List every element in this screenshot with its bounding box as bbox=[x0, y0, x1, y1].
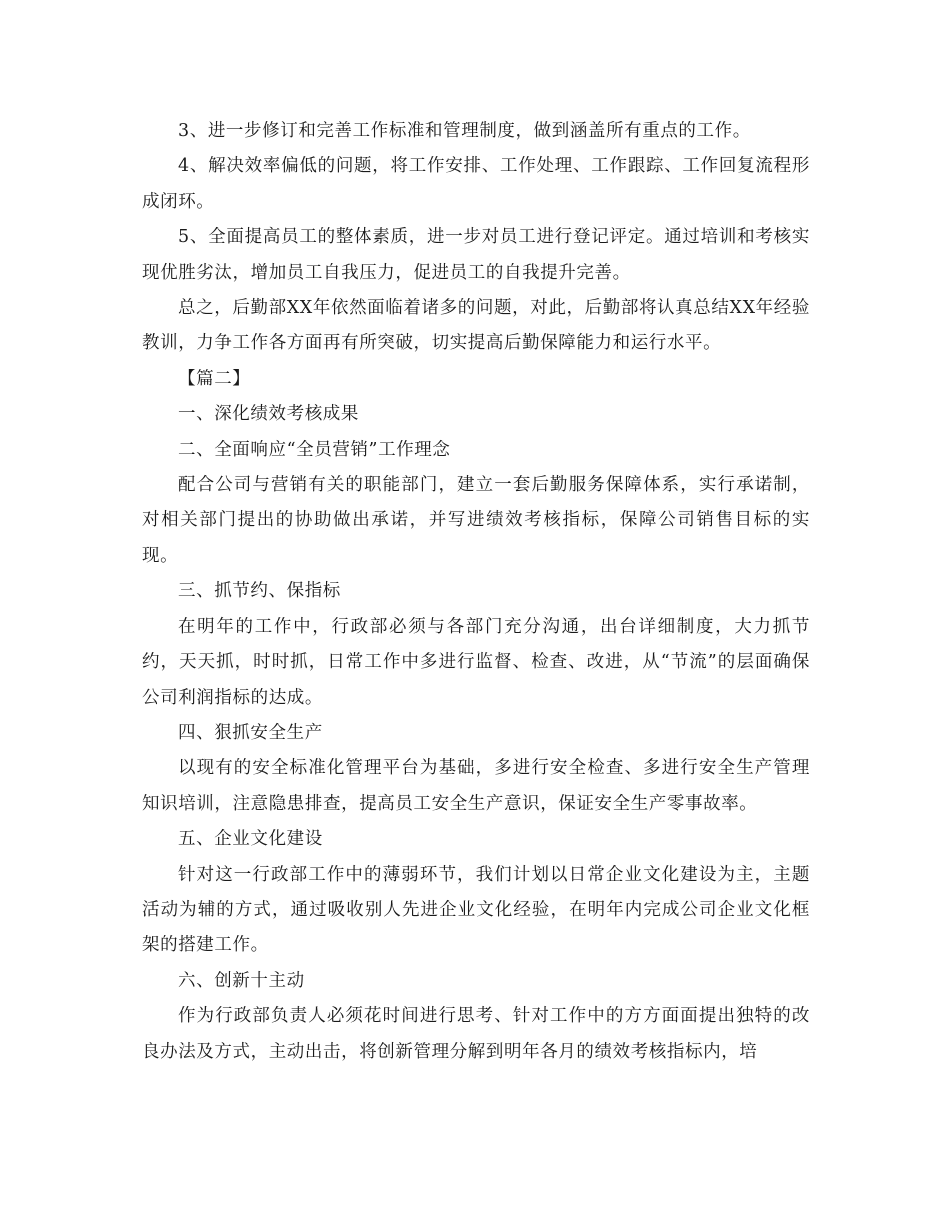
section-heading-part-two: 【篇二】 bbox=[178, 368, 251, 389]
heading-five: 五、企业文化建设 bbox=[178, 829, 323, 850]
body-paragraph-culture: 针对这一行政部工作中的薄弱环节，我们计划以日常企业文化建设为主，主题活动为辅的方式，通过吸收别人先进企业文化经验，在明年内完成公司企业文化框架的搭建工作。 bbox=[142, 864, 810, 956]
heading-three: 三、抓节约、保指标 bbox=[178, 581, 341, 602]
body-paragraph-marketing: 配合公司与营销有关的职能部门，建立一套后勤服务保障体系，实行承诺制，对相关部门提出的协助做出承诺，并写进绩效考核指标，保障公司销售目标的实现。 bbox=[142, 475, 810, 566]
heading-one: 一、深化绩效考核成果 bbox=[178, 404, 359, 425]
heading-two: 二、全面响应“全员营销”工作理念 bbox=[178, 439, 451, 460]
body-paragraph-safety: 以现有的安全标准化管理平台为基础，多进行安全检查、多进行安全生产管理知识培训，注意隐患排查，提高员工安全生产意识，保证安全生产零事故率。 bbox=[142, 758, 810, 814]
body-paragraph-innovation: 作为行政部负责人必须花时间进行思考、针对工作中的方方面面提出独特的改良办法及方式，主动出击，将创新管理分解到明年各月的绩效考核指标内，培 bbox=[142, 1006, 810, 1062]
document-body bbox=[142, 114, 810, 1070]
paragraph-item-3: 3、进一步修订和完善工作标准和管理制度，做到涵盖所有重点的工作。 bbox=[178, 121, 751, 141]
body-paragraph-savings: 在明年的工作中，行政部必须与各部门充分沟通，出台详细制度，大力抓节约，天天抓，时时抓，日常工作中多进行监督、检查、改进，从“节流”的层面确保公司利润指标的达成。 bbox=[142, 616, 810, 708]
heading-four: 四、狠抓安全生产 bbox=[178, 722, 323, 743]
paragraph-item-4: 4、解决效率偏低的问题，将工作安排、工作处理、工作跟踪、工作回复流程形成闭环。 bbox=[142, 156, 810, 212]
summary-paragraph: 总之，后勤部XX年依然面临着诸多的问题，对此，后勤部将认真总结XX年经验教训，力争工作各方面再有所突破，切实提高后勤保障能力和运行水平。 bbox=[142, 298, 810, 354]
paragraph-item-5: 5、全面提高员工的整体素质，进一步对员工进行登记评定。通过培训和考核实现优胜劣汰，增加员工自我压力，促进员工的自我提升完善。 bbox=[142, 227, 810, 283]
heading-six: 六、创新十主动 bbox=[178, 970, 305, 991]
